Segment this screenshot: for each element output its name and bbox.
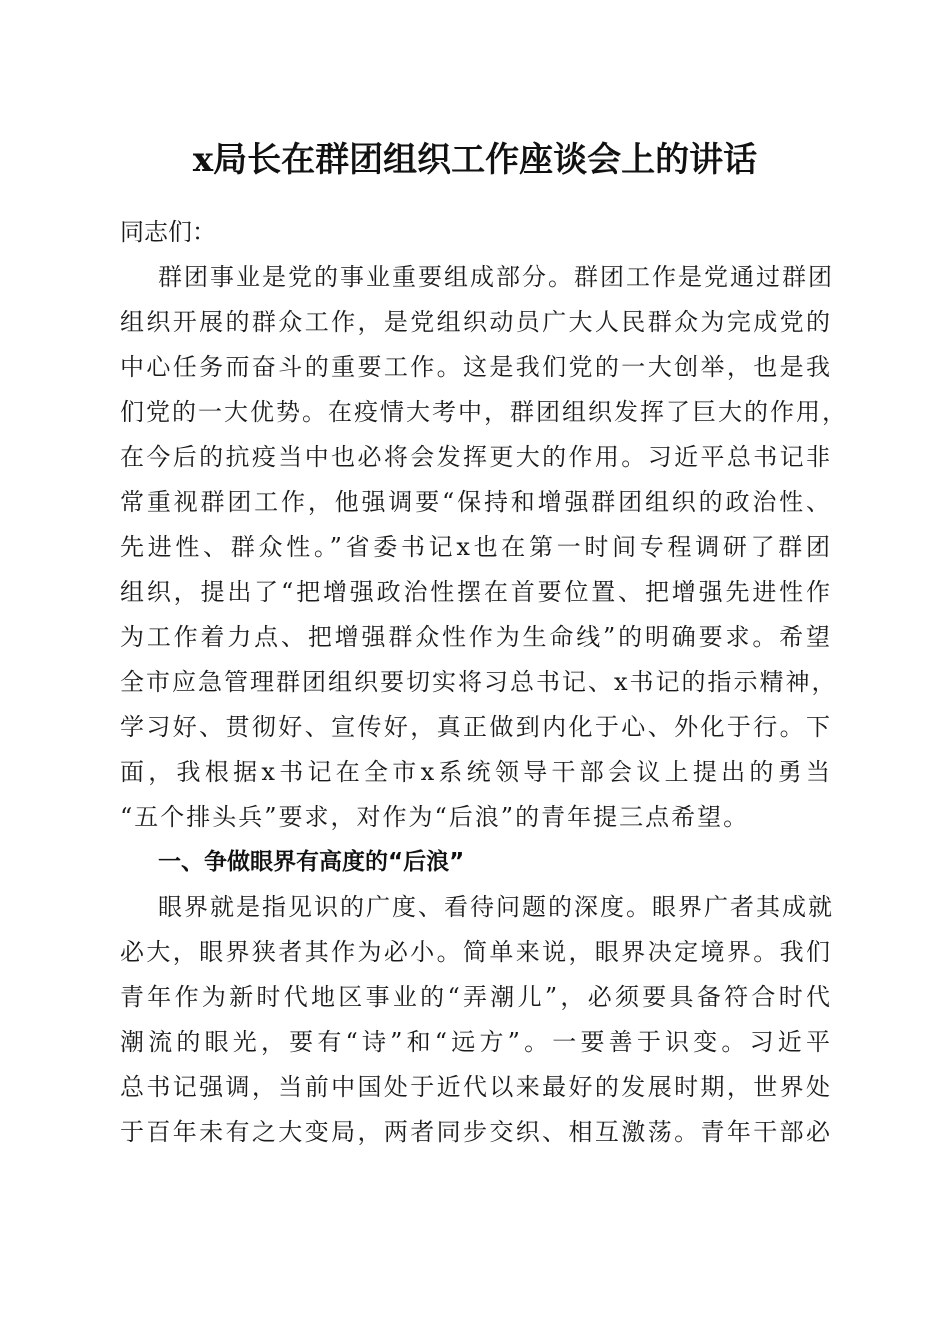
salutation: 同志们：: [120, 218, 216, 246]
text-line: 中心任务而奋斗的重要工作。这是我们党的一大创举，也是我: [120, 353, 832, 381]
text-line: 必大，眼界狭者其作为必小。简单来说，眼界决定境界。我们: [120, 938, 832, 966]
text-line: 先进性、群众性。”省委书记x也在第一时间专程调研了群团: [120, 533, 832, 561]
text-line: 面，我根据x书记在全市x系统领导干部会议上提出的勇当: [120, 758, 832, 786]
text-line: 学习好、贯彻好、宣传好，真正做到内化于心、外化于行。下: [120, 713, 832, 741]
text-line: 在今后的抗疫当中也必将会发挥更大的作用。习近平总书记非: [120, 443, 832, 471]
document-title: x局长在群团组织工作座谈会上的讲话: [192, 140, 758, 180]
paragraph-1: [120, 255, 848, 840]
document-body: [120, 210, 848, 1155]
section-heading-1: 一、争做眼界有高度的“后浪”: [158, 849, 465, 875]
text-line: 们党的一大优势。在疫情大考中，群团组织发挥了巨大的作用，: [120, 398, 848, 426]
text-line: 青年作为新时代地区事业的“弄潮儿”，必须要具备符合时代: [120, 983, 832, 1011]
text-line: 群团事业是党的事业重要组成部分。群团工作是党通过群团: [158, 263, 834, 291]
text-line: 为工作着力点、把增强群众性作为生命线”的明确要求。希望: [120, 623, 832, 651]
text-line: 全市应急管理群团组织要切实将习总书记、x书记的指示精神，: [120, 668, 838, 696]
text-line: 总书记强调，当前中国处于近代以来最好的发展时期，世界处: [120, 1073, 832, 1101]
text-line: 组织，提出了“把增强政治性摆在首要位置、把增强先进性作: [120, 578, 832, 606]
text-line: 眼界就是指见识的广度、看待问题的深度。眼界广者其成就: [158, 893, 834, 921]
text-line: 潮流的眼光，要有“诗”和“远方”。一要善于识变。习近平: [120, 1028, 832, 1056]
text-line: “五个排头兵”要求，对作为“后浪”的青年提三点希望。: [120, 803, 750, 831]
text-line: 于百年未有之大变局，两者同步交织、相互激荡。青年干部必: [120, 1118, 832, 1146]
paragraph-2: [120, 885, 832, 1155]
text-line: 组织开展的群众工作，是党组织动员广大人民群众为完成党的: [120, 308, 832, 336]
text-line: 常重视群团工作，他强调要“保持和增强群团组织的政治性、: [120, 488, 832, 516]
